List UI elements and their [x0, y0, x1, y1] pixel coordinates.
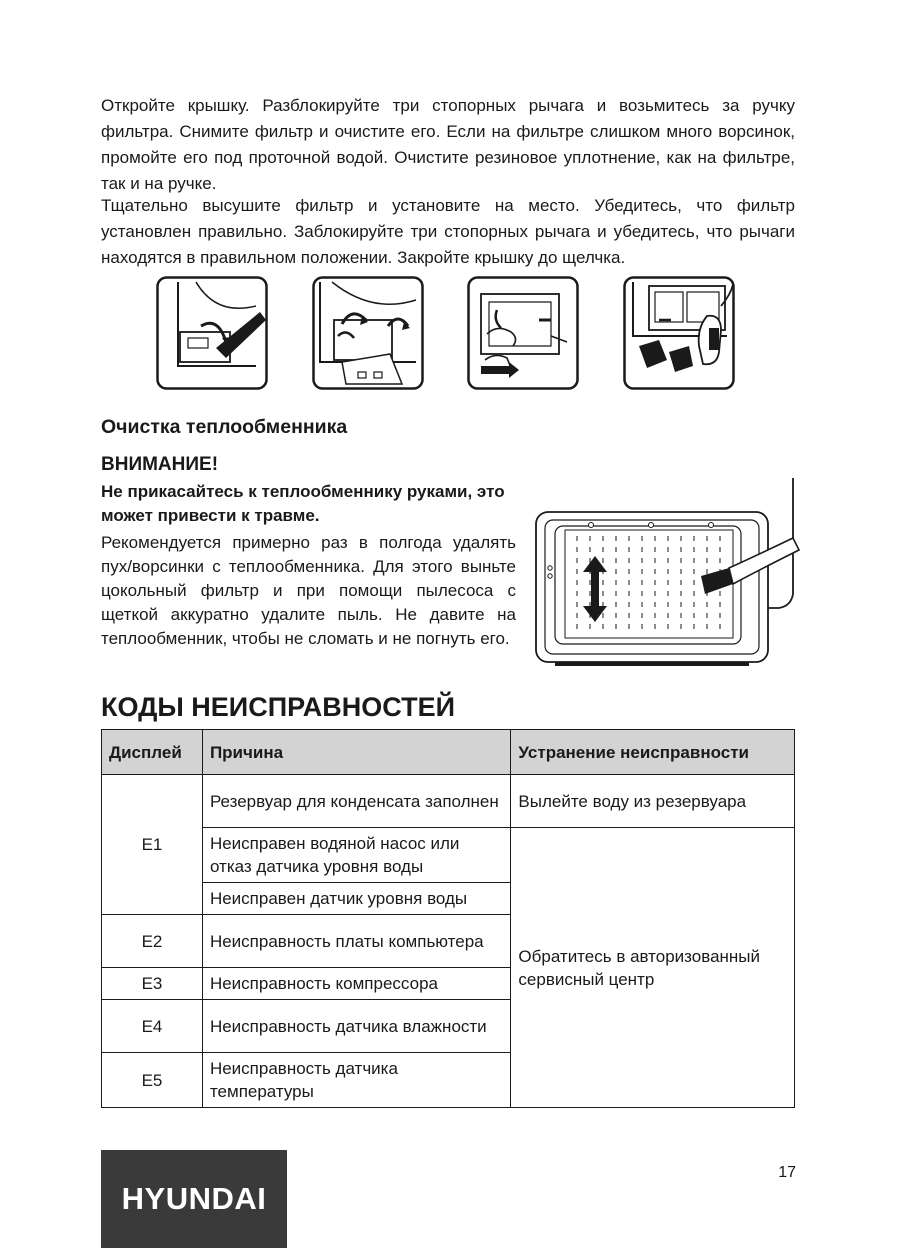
cause-cell: Неисправен датчик уровня воды — [202, 883, 510, 915]
brand-logo: HYUNDAI — [101, 1150, 287, 1248]
intro-paragraph-2: Тщательно высушите фильтр и установите на место. Убедитесь, что фильтр установлен правильно. Заблокируйте три стопорных рычага и убедитесь, что рычаги находятся в правильном положении. Закройте крышку до щелчка. — [101, 196, 795, 267]
cause-cell: Неисправность датчика влажности — [202, 1000, 510, 1053]
code-cell: E2 — [102, 915, 203, 968]
filter-step-1-illustration — [156, 276, 268, 390]
header-display: Дисплей — [102, 730, 203, 775]
warning-text: Не прикасайтесь к теплообменнику руками, это может привести к травме. — [101, 482, 505, 525]
cause-cell: Неисправность датчика температуры — [202, 1053, 510, 1108]
table-row — [102, 775, 795, 828]
heat-exchanger-title: Очистка теплообменника — [101, 416, 348, 438]
heat-exchanger-illustration — [533, 476, 803, 677]
code-cell: E1 — [102, 775, 203, 915]
fault-codes-title: КОДЫ НЕИСПРАВНОСТЕЙ — [101, 692, 455, 722]
page-number: 17 — [778, 1164, 796, 1181]
cause-cell: Неисправность платы компьютера — [202, 915, 510, 968]
cause-cell: Неисправность компрессора — [202, 968, 510, 1000]
code-cell: E4 — [102, 1000, 203, 1053]
code-cell: E5 — [102, 1053, 203, 1108]
fix-cell: Вылейте воду из резервуара — [511, 775, 795, 828]
warning-title: ВНИМАНИЕ! — [101, 454, 219, 475]
filter-step-3-illustration — [467, 276, 579, 390]
table-row — [102, 828, 795, 883]
cause-cell: Неисправен водяной насос или отказ датчика уровня воды — [202, 828, 510, 883]
fault-codes-table — [101, 729, 795, 1108]
recommendation-text: Рекомендуется примерно раз в полгода удалять пух/ворсинки с теплообменника. Для этого выньте цокольный фильтр и при помощи пылесоса с щеткой аккуратно удалите пыль. Не давите на теплообменник, чтобы не сломать и не погнуть его. — [101, 533, 516, 648]
header-cause: Причина — [202, 730, 510, 775]
cause-cell: Резервуар для конденсата заполнен — [202, 775, 510, 828]
header-fix: Устранение неисправности — [511, 730, 795, 775]
table-header-row — [102, 730, 795, 775]
intro-paragraph-1: Откройте крышку. Разблокируйте три стопорных рычага и возьмитесь за ручку фильтра. Снимите фильтр и очистите его. Если на фильтре слишком много ворсинок, промойте его под проточной водой. Очистите резиновое уплотнение, как на фильтре, так и на ручке. — [101, 96, 795, 193]
fix-cell: Обратитесь в авторизованный сервисный центр — [511, 828, 795, 1108]
filter-step-2-illustration — [312, 276, 424, 390]
code-cell: E3 — [102, 968, 203, 1000]
filter-step-4-illustration — [623, 276, 735, 390]
